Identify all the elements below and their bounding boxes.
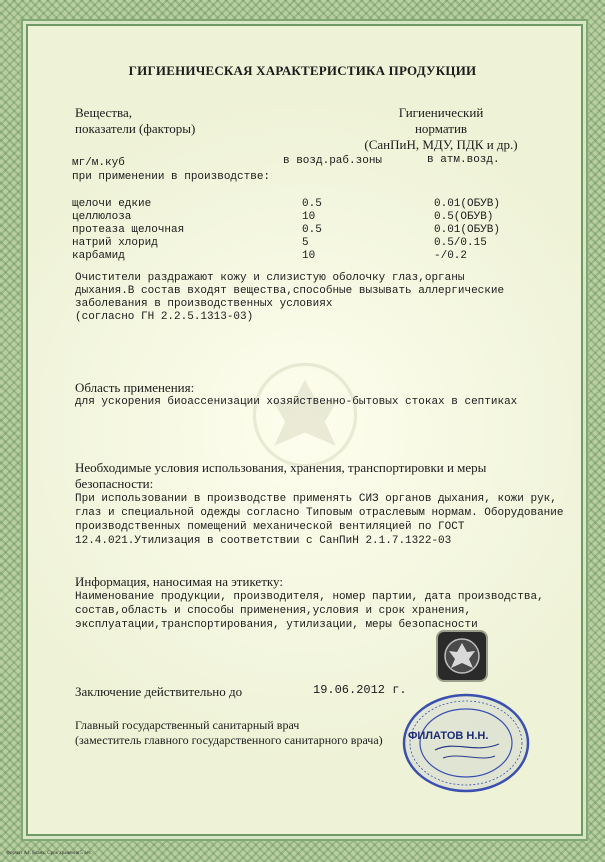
column-atmosphere: в атм.возд.: [427, 154, 500, 166]
units-label: мг/м.куб: [72, 157, 125, 169]
label-heading: Информация, наносимая на этикетку:: [75, 574, 283, 589]
validity-date: 19.06.2012 г.: [313, 683, 407, 697]
substance-name: целлюлоза: [72, 211, 132, 223]
substance-atm-value: 0.5/0.15: [434, 237, 487, 249]
substance-name: карбамид: [72, 250, 125, 262]
validity-label: Заключение действительно до: [75, 684, 243, 699]
conditions-heading: [75, 460, 486, 492]
signatory-line: (заместитель главного государственного санитарного врача): [75, 733, 383, 747]
substance-work-zone-value: 5: [302, 237, 309, 249]
conditions-line: производственных помещений механической вентиляцией по ГОСТ: [75, 521, 465, 533]
substance-work-zone-value: 0.5: [302, 198, 322, 210]
substance-atm-value: -/0.2: [434, 250, 468, 262]
scope-heading: Область применения:: [75, 380, 195, 395]
document-title: ГИГИЕНИЧЕСКАЯ ХАРАКТЕРИСТИКА ПРОДУКЦИИ: [128, 63, 477, 78]
substance-name: натрий хлорид: [72, 237, 158, 249]
table-row: [72, 198, 552, 211]
note-line: заболевания в производственных условиях: [75, 298, 333, 310]
substance-atm-value: 0.01(ОБУВ): [434, 198, 501, 210]
conditions-heading-line: безопасности:: [75, 476, 154, 491]
table-row: [72, 211, 552, 224]
coat-of-arms-watermark-icon: [250, 360, 360, 470]
conditions-line: глаз и специальной одежды согласно Типовым отраслевым нормам. Оборудование: [75, 507, 564, 519]
note-line: (согласно ГН 2.2.5.1313-03): [75, 311, 254, 323]
conditions-text: [75, 492, 563, 548]
signer-name: ФИЛАТОВ Н.Н.: [408, 730, 489, 742]
substance-work-zone-value: 0.5: [302, 224, 322, 236]
table-row: [72, 224, 552, 237]
note-line: дыхания.В состав входят вещества,способные вызывать аллергические: [75, 285, 505, 297]
conditions-heading-line: Необходимые условия использования, хранения, транспортировки и меры: [75, 460, 487, 475]
label-line: Наименование продукции, производителя, номер партии, дата производства,: [75, 591, 544, 603]
substance-work-zone-value: 10: [302, 211, 316, 223]
signatory-line: Главный государственный санитарный врач: [75, 718, 300, 732]
conditions-line: 12.4.021.Утилизация в соответствии с СанПиН 2.1.7.1322-03: [75, 535, 452, 547]
header-right-line: Гигиенический: [398, 105, 484, 120]
header-left: [75, 105, 195, 137]
column-work-zone: в возд.раб.зоны: [283, 155, 383, 167]
substances-table: [72, 198, 552, 263]
substance-atm-value: 0.5(ОБУВ): [434, 211, 494, 223]
official-stamp-icon: [395, 688, 537, 798]
production-label: при применении в производстве:: [72, 171, 271, 183]
substance-name: протеаза щелочная: [72, 224, 185, 236]
footer-note: Формат А4. Бланк. Срок хранения 5 лет.: [6, 851, 92, 856]
header-right-line: (СанПиН, МДУ, ПДК и др.): [364, 137, 518, 152]
label-line: эксплуатации,транспортирования, утилизации, меры безопасности: [75, 619, 478, 631]
header-left-line: показатели (факторы): [75, 121, 196, 136]
label-text: [75, 590, 544, 632]
header-right: [356, 105, 526, 153]
header-right-line: норматив: [414, 121, 468, 136]
table-row: [72, 250, 552, 263]
scope-text: для ускорения биоассенизации хозяйственно-бытовых стоках в септиках: [75, 396, 518, 408]
conditions-line: При использовании в производстве применять СИЗ органов дыхания, кожи рук,: [75, 493, 557, 505]
substance-atm-value: 0.01(ОБУВ): [434, 224, 501, 236]
signatory-block: [75, 718, 383, 748]
hazard-notes: [75, 272, 504, 324]
note-line: Очистители раздражают кожу и слизистую оболочку глаз,органы: [75, 272, 465, 284]
table-row: [72, 237, 552, 250]
hologram-seal-icon: [438, 632, 486, 680]
label-line: состав,область и способы применения,условия и срок хранения,: [75, 605, 472, 617]
header-left-line: Вещества,: [75, 105, 132, 120]
substance-name: щелочи едкие: [72, 198, 152, 210]
substance-work-zone-value: 10: [302, 250, 316, 262]
